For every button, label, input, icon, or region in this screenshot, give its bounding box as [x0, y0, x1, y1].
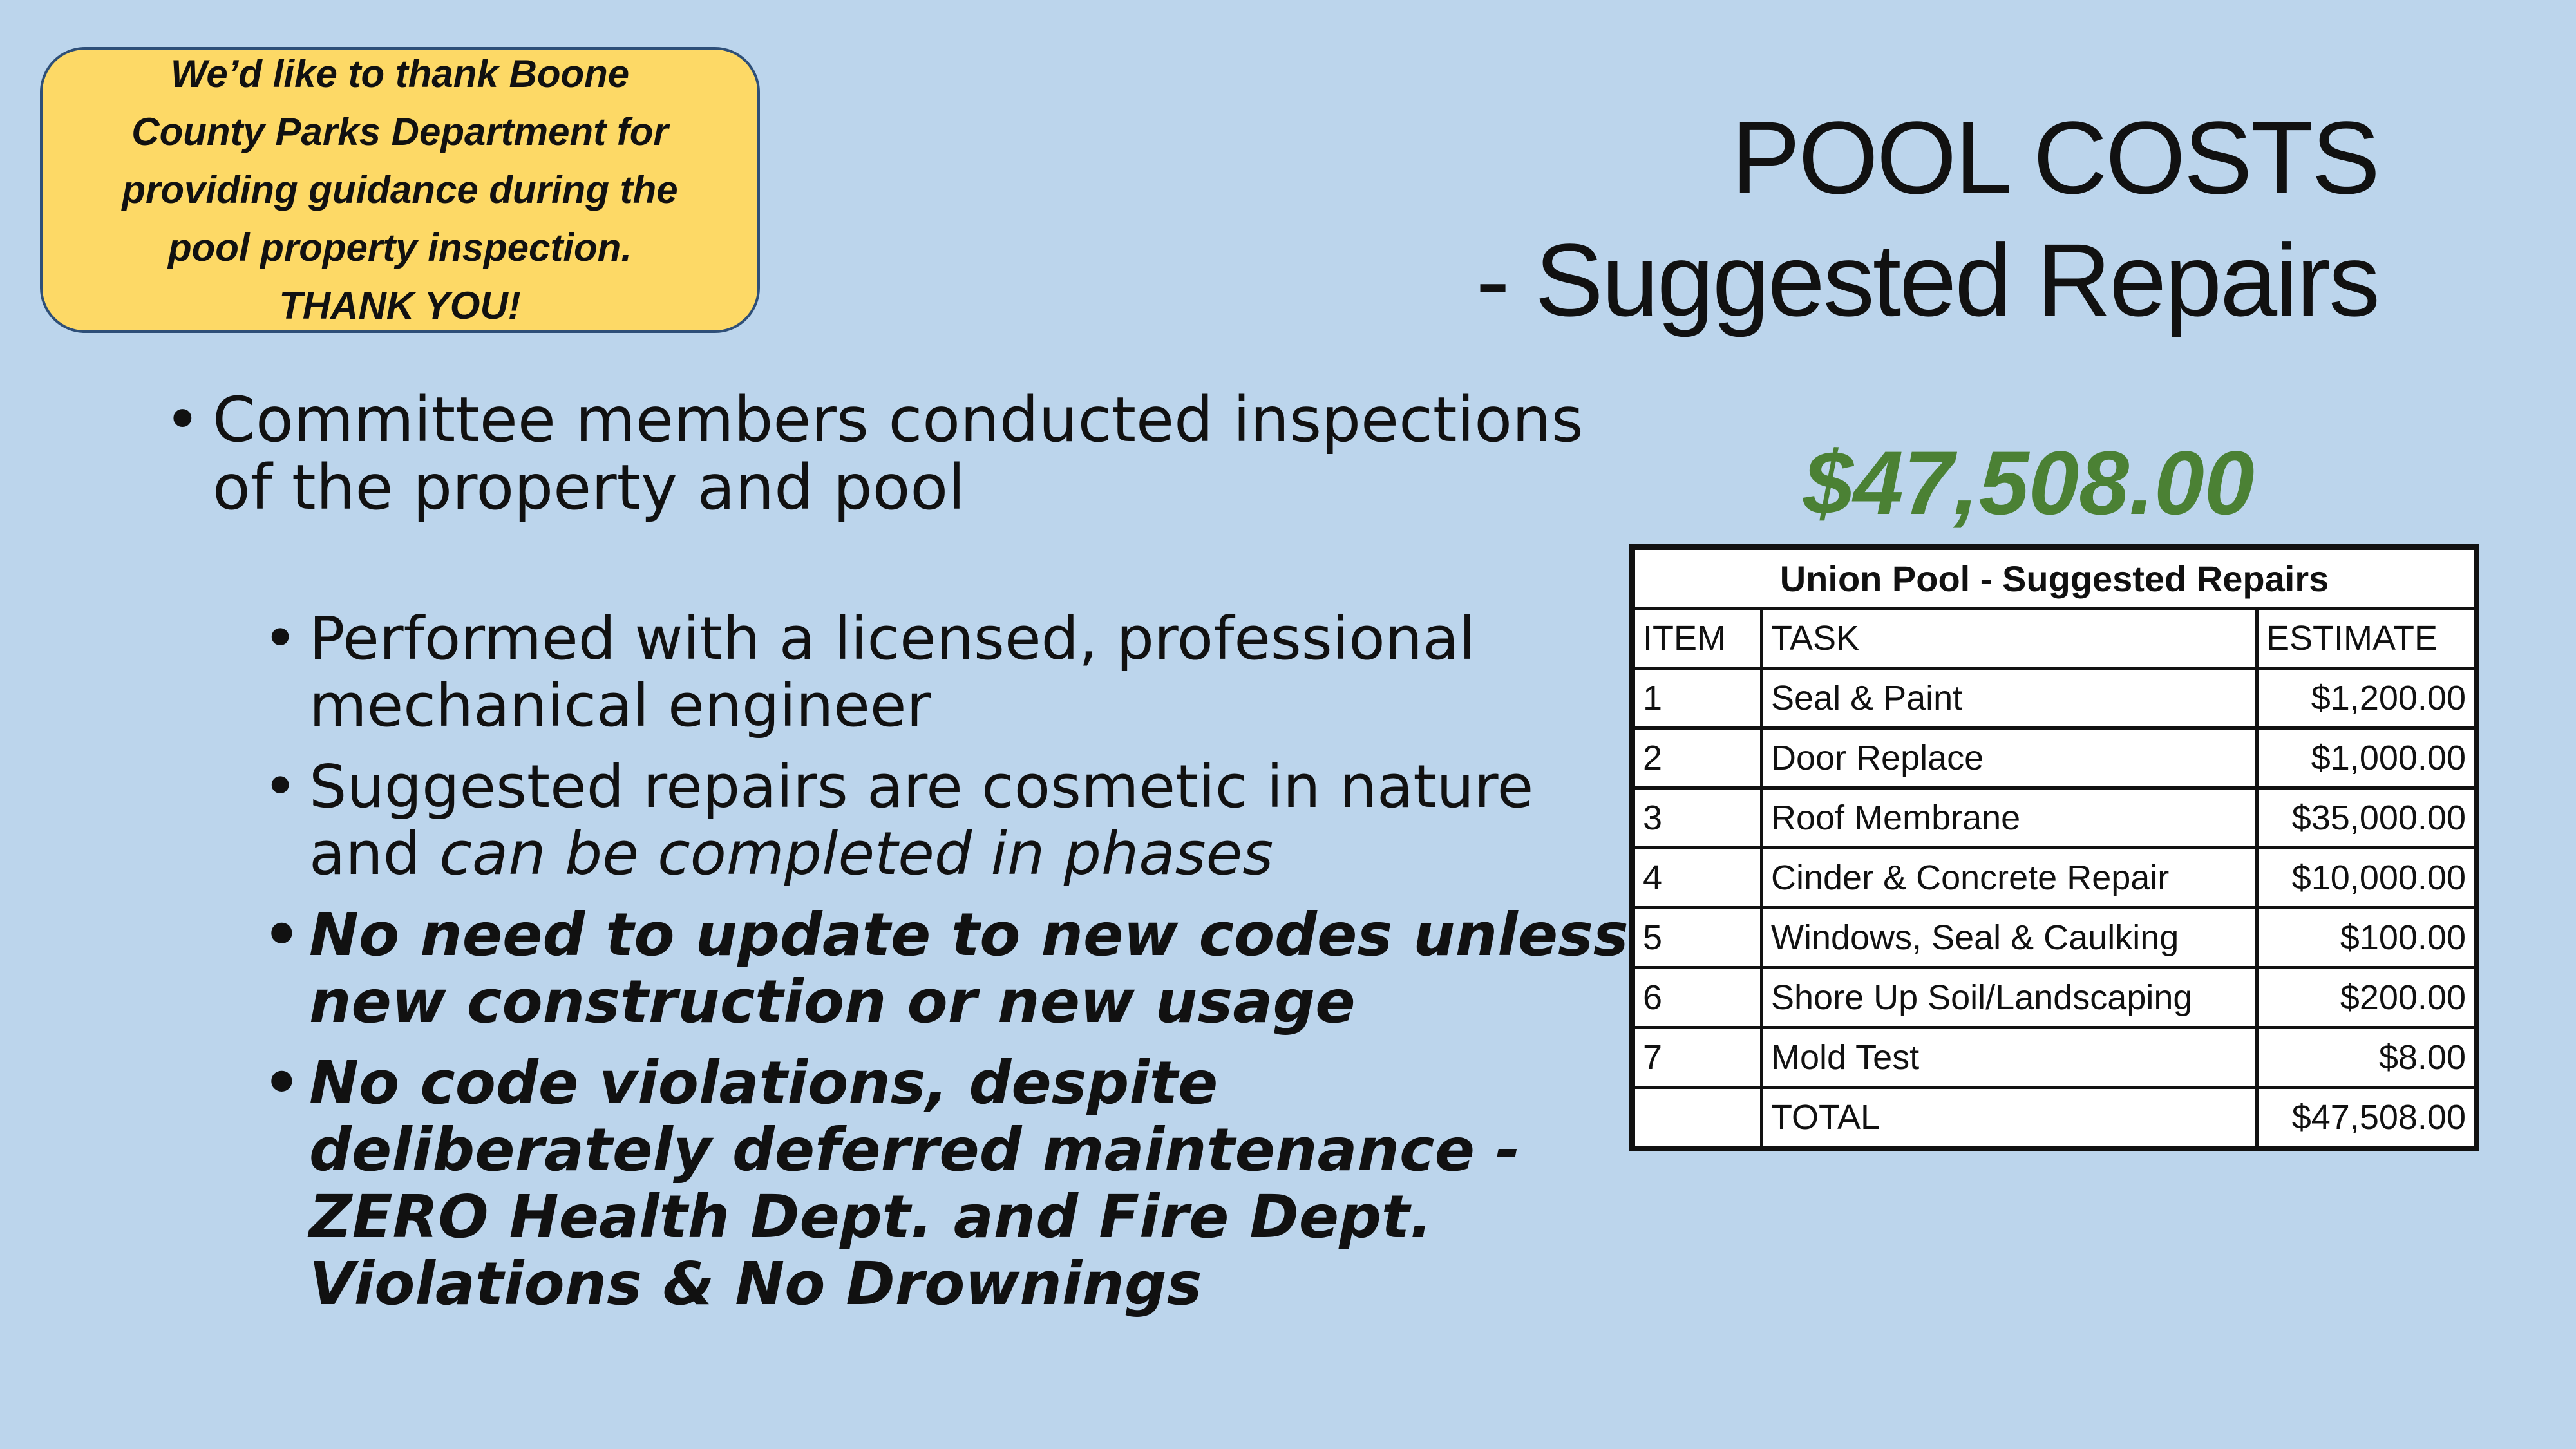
cell-task: Seal & Paint — [1762, 668, 2257, 728]
cell-estimate: $1,200.00 — [2257, 668, 2477, 728]
table-total-row — [1633, 1088, 2477, 1149]
table-row — [1633, 848, 2477, 908]
cell-item: 2 — [1633, 728, 1762, 788]
table-header-row — [1633, 609, 2477, 668]
title-line-2: - Suggested Repairs — [1475, 222, 2378, 337]
header-estimate: ESTIMATE — [2257, 609, 2477, 668]
cell-item — [1633, 1088, 1762, 1149]
cell-item: 1 — [1633, 668, 1762, 728]
cell-task: TOTAL — [1762, 1088, 2257, 1149]
cell-task: Cinder & Concrete Repair — [1762, 848, 2257, 908]
table-title: Union Pool - Suggested Repairs — [1633, 547, 2477, 609]
table-row — [1633, 1028, 2477, 1088]
table-row — [1633, 968, 2477, 1028]
table-row — [1633, 788, 2477, 848]
table-row — [1633, 908, 2477, 968]
cell-item: 5 — [1633, 908, 1762, 968]
thank-you-line: providing guidance during the — [122, 168, 678, 211]
cell-item: 7 — [1633, 1028, 1762, 1088]
bullet-phases-text: can be completed in phases — [439, 819, 1274, 888]
cell-estimate: $35,000.00 — [2257, 788, 2477, 848]
thank-you-line: County Parks Department for — [131, 110, 668, 153]
bullet-engineer: • Performed with a licensed, professional mechanical engineer — [309, 605, 1629, 739]
cell-item: 3 — [1633, 788, 1762, 848]
cell-estimate: $200.00 — [2257, 968, 2477, 1028]
table-title-row — [1633, 547, 2477, 609]
repairs-table — [1629, 544, 2479, 1151]
cell-estimate: $47,508.00 — [2257, 1088, 2477, 1149]
title-line-1: POOL COSTS — [1731, 100, 2378, 215]
bullet-no-violations: • No code violations, despite deliberately deferred maintenance - ZERO Health Dept. and Fire Dept. Violations & No Drownings — [309, 1050, 1629, 1318]
slide-title — [1475, 97, 2378, 341]
table-row — [1633, 668, 2477, 728]
thank-you-text — [122, 45, 677, 335]
thank-you-note — [40, 47, 760, 333]
cell-item: 4 — [1633, 848, 1762, 908]
table-row — [1633, 728, 2477, 788]
cell-task: Door Replace — [1762, 728, 2257, 788]
bullet-no-new-codes: • No need to update to new codes unless new construction or new usage — [309, 902, 1629, 1036]
thank-you-line: THANK YOU! — [279, 284, 521, 327]
total-cost-highlight: $47,508.00 — [1803, 432, 2255, 533]
bullet-cosmetic — [309, 753, 1629, 887]
thank-you-line: pool property inspection. — [167, 226, 632, 269]
cell-estimate: $100.00 — [2257, 908, 2477, 968]
bullet-inspections: • Committee members conducted inspections of the property and pool — [213, 386, 1597, 522]
cell-task: Shore Up Soil/Landscaping — [1762, 968, 2257, 1028]
cell-estimate: $1,000.00 — [2257, 728, 2477, 788]
header-task: TASK — [1762, 609, 2257, 668]
cell-task: Roof Membrane — [1762, 788, 2257, 848]
cell-estimate: $10,000.00 — [2257, 848, 2477, 908]
bullet-cosmetic-text: Suggested repairs are cosmetic in nature and — [309, 752, 1534, 888]
cell-task: Windows, Seal & Caulking — [1762, 908, 2257, 968]
header-item: ITEM — [1633, 609, 1762, 668]
cell-item: 6 — [1633, 968, 1762, 1028]
thank-you-line: We’d like to thank Boone — [170, 52, 630, 95]
main-bullet-list — [213, 386, 1597, 522]
cell-task: Mold Test — [1762, 1028, 2257, 1088]
cell-estimate: $8.00 — [2257, 1028, 2477, 1088]
sub-bullet-list — [309, 605, 1629, 1332]
